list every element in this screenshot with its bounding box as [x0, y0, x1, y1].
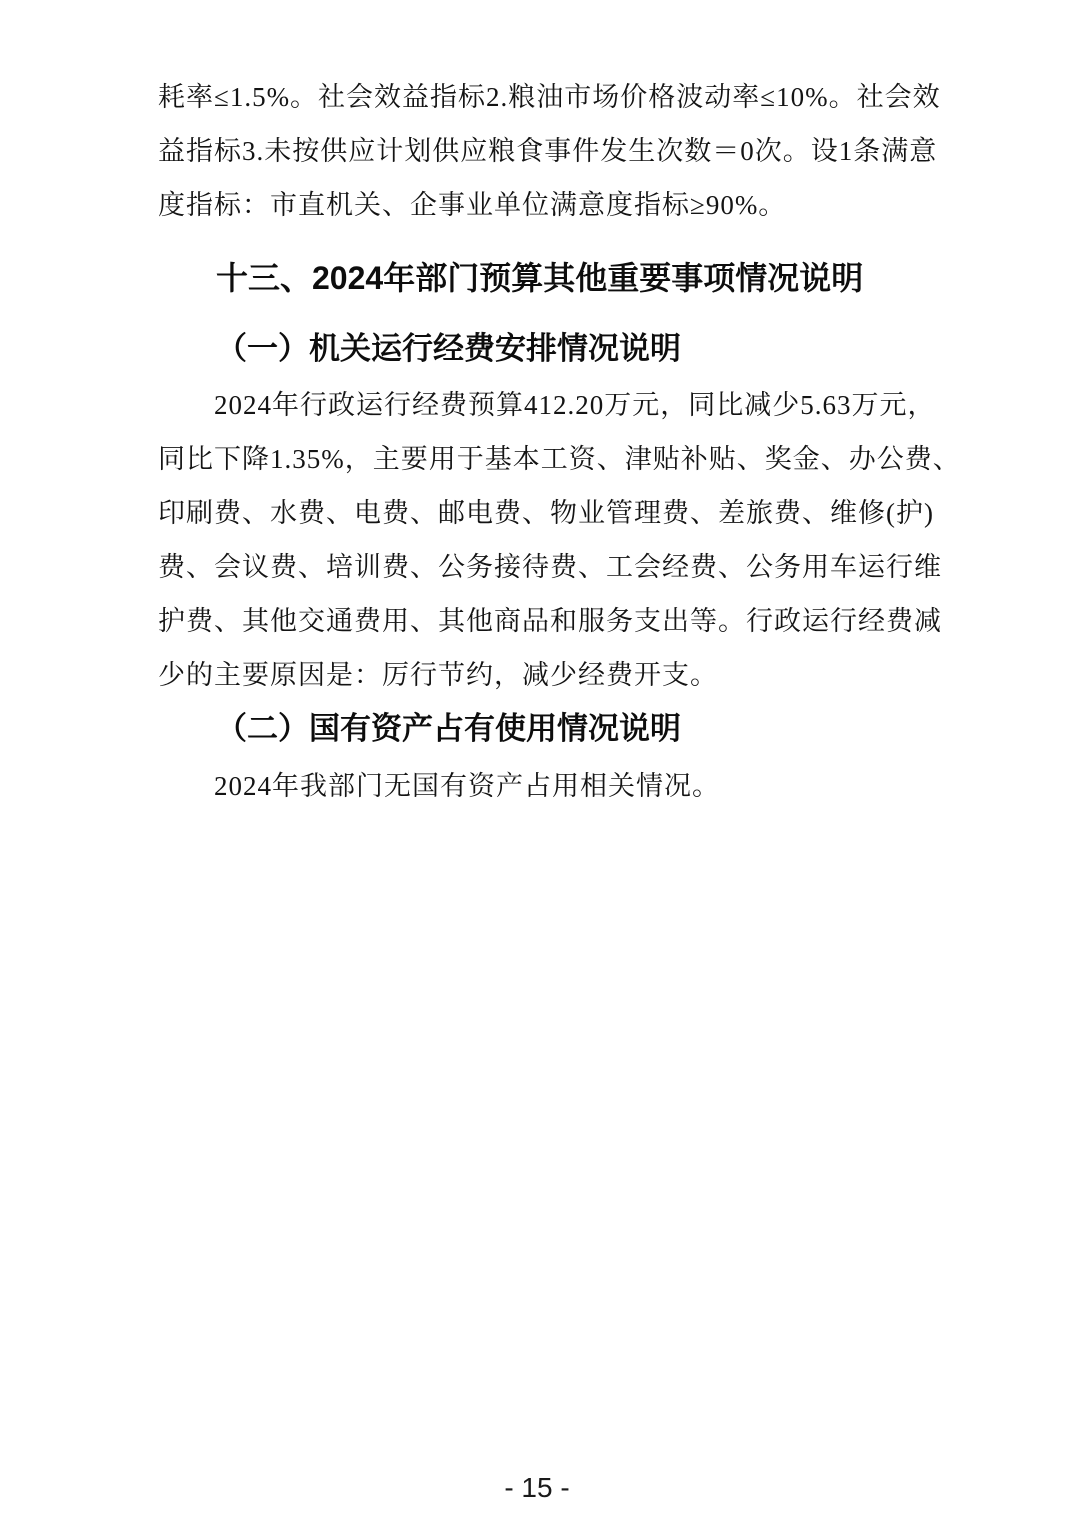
- subsection-2-body: [158, 759, 928, 813]
- subsection-1-heading: （一）机关运行经费安排情况说明: [216, 331, 681, 366]
- text-line: 2024年我部门无国有资产占用相关情况。: [214, 771, 720, 801]
- page-number: - 15 -: [504, 1472, 570, 1503]
- section-heading: 十三、2024年部门预算其他重要事项情况说明: [216, 260, 864, 296]
- subsection-1-body: [158, 378, 961, 702]
- carryover-paragraph: [158, 70, 941, 232]
- text-line: 同比下降1.35%，主要用于基本工资、津贴补贴、奖金、办公费、: [158, 444, 961, 474]
- text-line: 护费、其他交通费用、其他商品和服务支出等。行政运行经费减: [158, 606, 942, 636]
- subsection-2-heading: （二）国有资产占有使用情况说明: [216, 711, 681, 746]
- text-line: 印刷费、水费、电费、邮电费、物业管理费、差旅费、维修(护): [158, 498, 934, 528]
- text-line: 少的主要原因是：厉行节约，减少经费开支。: [158, 660, 718, 690]
- text-line: 2024年行政运行经费预算412.20万元，同比减少5.63万元，: [214, 390, 936, 420]
- text-line: 耗率≤1.5%。社会效益指标2.粮油市场价格波动率≤10%。社会效: [158, 82, 941, 112]
- text-line: 度指标：市直机关、企事业单位满意度指标≥90%。: [158, 190, 787, 220]
- text-line: 费、会议费、培训费、公务接待费、工会经费、公务用车运行维: [158, 552, 942, 582]
- text-line: 益指标3.未按供应计划供应粮食事件发生次数＝0次。设1条满意: [158, 136, 938, 166]
